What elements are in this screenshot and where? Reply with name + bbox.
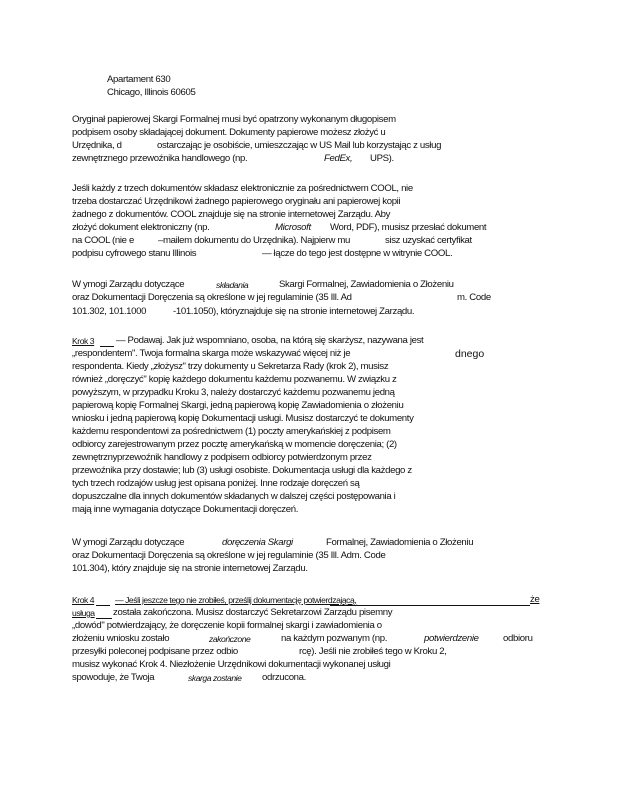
text-line: została zakończona. Musisz dostarczyć Sekretarzowi Zarządu pisemny (113, 607, 393, 618)
text-line: — Jeśli jeszcze tego nie zrobiłeś, prześlij dokumentację potwierdzającą, (115, 595, 357, 605)
text-line: podpisem osoby składającej dokument. Dokumenty papierowe możesz złożyć u (72, 127, 386, 138)
underline-rule (96, 618, 112, 619)
text-line: odbiorcy zarejestrowanym przez pocztę amerykańską w momencie doręczenia; (2) (72, 439, 397, 450)
underline-rule (96, 605, 110, 606)
text-line: Word, PDF), musisz przesłać dokument (330, 222, 487, 233)
text-line: na każdym pozwanym (np. (281, 633, 388, 644)
text-line: „respondentem". Twoja formalna skarga może wskazywać więcej niż je (72, 348, 351, 359)
text-line: że (530, 594, 540, 605)
text-line: m. Code (457, 292, 491, 303)
text-line: W ymogi Zarządu dotyczące (72, 537, 185, 548)
text-line: Urzędnika, d (72, 140, 122, 151)
text-line: oraz Dokumentacji Doręczenia są określone w jej regulaminie (35 Ill. Adm. Code (72, 550, 386, 561)
text-line: — Podawaj. Jak już wspomniano, osoba, na którą się skarżysz, nazywana jest (116, 335, 424, 346)
text-line: Oryginał papierowej Skargi Formalnej musi być opatrzony wykonanym długopisem (72, 114, 396, 125)
text-line: odrzucona. (262, 672, 306, 683)
address-line-2: Chicago, Illinois 60605 (107, 87, 196, 98)
text-line: sisz uzyskać certyfikat (385, 235, 472, 246)
step-4-label: Krok 4 (72, 595, 95, 605)
text-line: UPS). (370, 153, 394, 164)
underline-rule (330, 605, 530, 606)
text-line: zakończone (209, 634, 251, 644)
text-line: dopuszczalne dla innych dokumentów składanych w dalszej części postępowania i (72, 491, 396, 502)
text-line: 101.304), który znajduje się na stronie internetowej Zarządu. (72, 563, 308, 574)
text-line: -101.1050), któryznajduje się na stronie internetowej Zarządu. (173, 306, 415, 317)
step-3-label: Krok 3 (72, 336, 95, 346)
text-line: tych trzech rodzajów usług jest opisana poniżej. Inne rodzaje doręczeń są (72, 478, 360, 489)
text-line: papierową kopię Formalnej Skargi, jedną papierową kopię Zawiadomienia o złożeniu (72, 400, 404, 411)
text-line: każdemu respondentowi za pośrednictwem (1) poczty amerykańskiej z podpisem (72, 426, 391, 437)
text-line: oraz Dokumentacji Doręczenia są określone w jej regulaminie (35 Ill. Ad (72, 292, 352, 303)
text-line: — łącze do tego jest dostępne w witrynie COOL. (262, 248, 453, 259)
text-line: –mailem dokumentu do Urzędnika). Najpierw mu (158, 235, 351, 246)
text-line: złożyć dokument elektroniczny (np. (72, 222, 210, 233)
text-line: rcę). Jeśli nie zrobiłeś tego w Kroku 2, (299, 646, 447, 657)
text-line: dnego (455, 348, 485, 360)
text-line: trzeba dostarczać Urzędnikowi żadnego papierowego oryginału ani papierowej kopii (72, 196, 401, 207)
text-line: odbioru (503, 633, 533, 644)
text-line: na COOL (nie e (72, 235, 134, 246)
text-line: przesyłki poleconej podpisane przez odbio (72, 646, 238, 657)
text-line: Skargi Formalnej, Zawiadomienia o Złożeniu (279, 279, 454, 290)
text-line: musisz wykonać Krok 4. Niezłożenie Urzędnikowi dokumentacji wykonanej usługi (72, 659, 391, 670)
text-line: respondenta. Kiedy „złożysz" trzy dokumenty u Sekretarza Rady (krok 2), musisz (72, 361, 389, 372)
text-line: podpisu cyfrowego stanu Illinois (72, 248, 197, 259)
text-line: zewnętrznyprzewoźnik handlowy z podpisem odbiorcy potwierdzonym przez (72, 452, 372, 463)
text-line: składania (216, 280, 249, 290)
text-line: doręczenia Skargi (222, 537, 293, 548)
underline-rule (100, 346, 114, 347)
text-line: mają inne wymagania dotyczące Dokumentacji doręczeń. (72, 504, 299, 515)
text-line: FedEx, (324, 153, 353, 164)
text-line: ostarczając je osobiście, umieszczając w US Mail lub korzystając z usług (157, 140, 442, 151)
text-line: W ymogi Zarządu dotyczące (72, 279, 185, 290)
text-line: wniosku i jedną papierową kopię Dokumentacji usługi. Musisz dostarczyć te dokumenty (72, 413, 414, 424)
address-line-1: Apartament 630 (107, 74, 171, 85)
text-line: Jeśli każdy z trzech dokumentów składasz elektronicznie za pośrednictwem COOL, nie (72, 183, 413, 194)
text-line: spowoduje, że Twoja (72, 672, 155, 683)
text-line: żadnego z dokumentów. COOL znajduje się na stronie internetowej Zarządu. Aby (72, 209, 391, 220)
text-line: również „doręczyć" kopię każdego dokumentu każdemu pozwanemu. W związku z (72, 374, 397, 385)
text-line: skarga zostanie (188, 673, 242, 683)
text-line: Microsoft (275, 222, 311, 233)
text-line: potwierdzenie (424, 633, 479, 644)
text-line: przewoźnika przy dostawie; lub (3) usługi osobiste. Dokumentacja usługi dla każdego z (72, 465, 412, 476)
text-line: złożeniu wniosku zostało (72, 633, 170, 644)
text-line: 101.302, 101.1000 (72, 306, 147, 317)
text-line: powyższym, w przypadku Kroku 3, należy dostarczyć każdemu pozwanemu jedną (72, 387, 395, 398)
text-line: zewnętrznego przewoźnika handlowego (np. (72, 153, 248, 164)
text-line: Formalnej, Zawiadomienia o Złożeniu (326, 537, 474, 548)
text-line: usługa (72, 608, 95, 618)
text-line: „dowód" potwierdzający, że doręczenie kopii formalnej skargi i zawiadomienia o (72, 620, 382, 631)
